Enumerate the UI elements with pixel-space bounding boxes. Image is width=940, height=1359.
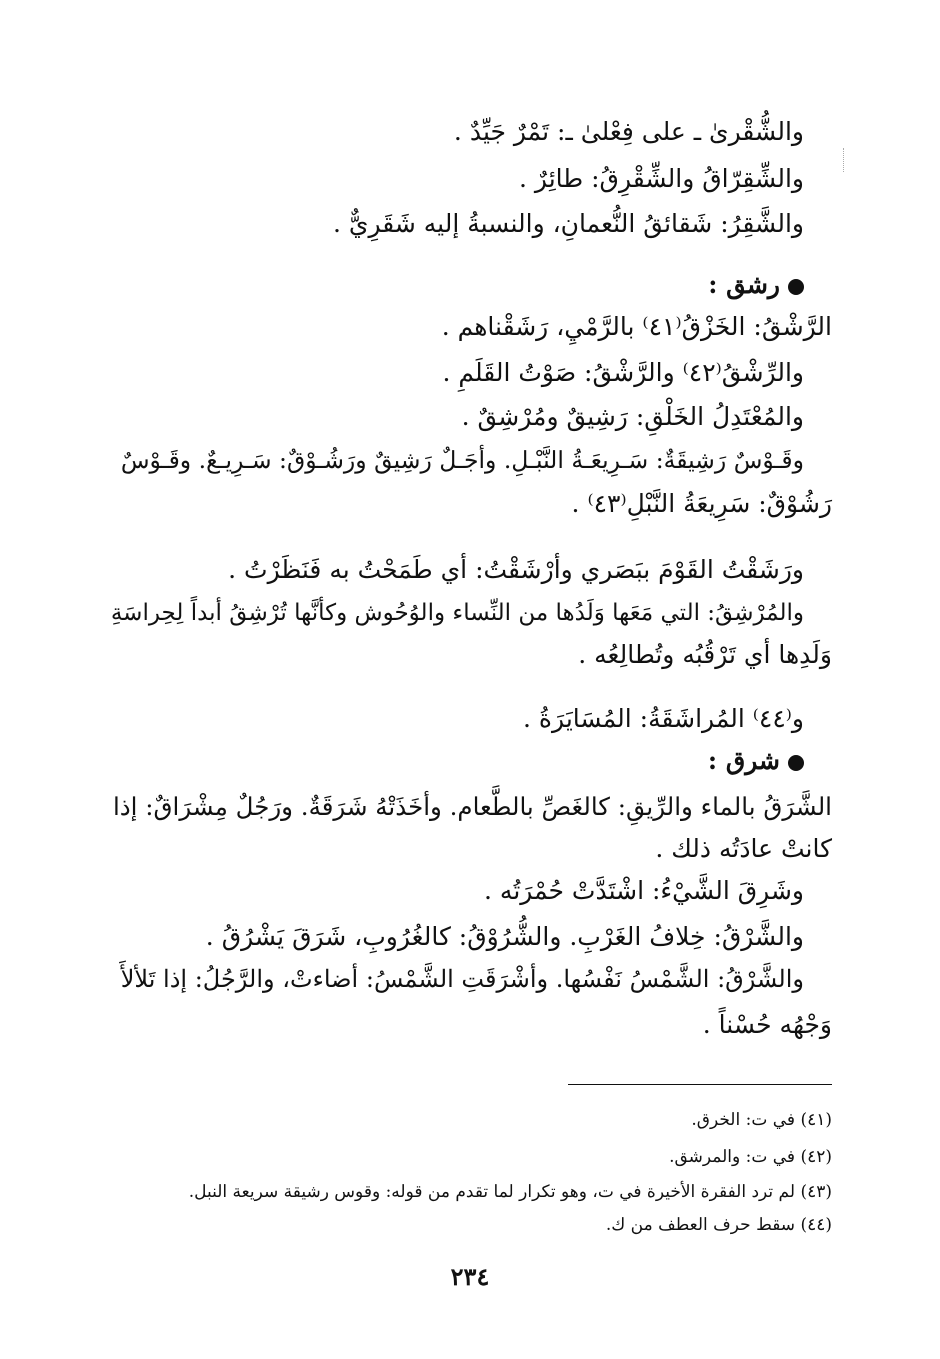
bullet-icon [788, 755, 804, 771]
text-line: وشَرِقَ الشَّيْءُ: اشْتَدَّتْ حُمْرَتُه . [484, 876, 804, 905]
text-line: والشُّقْرىٰ ـ على فِعْلىٰ ـ: تَمْرٌ جَيِّدٌ . [453, 117, 804, 146]
footnote-separator [568, 1084, 832, 1085]
text-line: وَجْهُه حُسْناً . [702, 1010, 832, 1039]
footnote: (٤٢) في ت: والمرشق. [669, 1147, 832, 1167]
main-text [108, 0, 832, 1060]
text-line: والشَّرْقُ: الشَّمْسُ نَفْسُها. وأشْرَقَتِ الشَّمْسُ: أضاءتْ، والرَّجُلُ: إذا تَلألأَ [120, 965, 804, 993]
page-number: ٢٣٤ [450, 1262, 490, 1291]
footnote: (٤١) في ت: الخرق. [691, 1110, 832, 1130]
bullet-icon [788, 279, 804, 295]
footnote: (٤٣) لم ترد الفقرة الأخيرة في ت، وهو تكرار لما تقدم من قوله: وقوس رشيقة سريعة النبل. [188, 1182, 832, 1202]
text-line: الرَّشْقُ: الخَزْقُ⁽٤١⁾ بالرَّمْيِ، رَشَقْناهم . [441, 312, 832, 341]
text-line: والشَّقِرُ: شَقائقُ النُّعمانِ، والنسبةُ إليه شَقَرِيٌّ . [332, 209, 804, 238]
scan-speck [843, 148, 847, 172]
text-line: والرِّشْقُ⁽٤٢⁾ والرَّشْقُ: صَوْتُ القَلَمِ . [442, 358, 804, 387]
text-line: والشَّرْقُ: خِلافُ الغَرْبِ. والشُّرُوْقُ: كالغُرُوبِ، شَرَقَ يَشْرُقُ . [205, 922, 804, 951]
text-line: كانتْ عادَتُه ذلك . [655, 834, 832, 863]
entry-heading-rashq [708, 268, 804, 302]
text-line: والمُعْتَدِلُ الخَلْقِ: رَشِيقٌ ومُرْشِقٌ . [461, 402, 804, 431]
entry-heading-sharq [708, 744, 804, 778]
text-line: وَلَدِها أي تَرْقُبُه وتُطالِعُه . [578, 640, 832, 669]
text-line: وقَـوْسٌ رَشِيقَةٌ: سَـرِيعَـةُ النَّبْـلِ. وأجَـلٌ رَشِيقٌ ورَشُـوْقٌ: سَـرِيـعٌ. وقَـوْسٌ [120, 446, 804, 474]
text-line: ورَشَقْتُ القَوْمَ ببَصَري وأرْشَقْتُ: أي طَمَحْتُ به فَنَظَرْتُ . [228, 555, 804, 584]
text-line: الشَّرَقُ بالماء والرِّيقِ: كالغَصِّ بالطَّعام. وأخَذَتْهُ شَرَقَةٌ. ورَجُلٌ مِشْرَاقٌ: إذا [112, 792, 832, 821]
text-line: رَشُوْقٌ: سَرِيعَةُ النَّبْلِ⁽٤٣⁾ . [571, 489, 832, 518]
text-line: و⁽٤٤⁾ المُراشَقَةُ: المُسَايَرَةُ . [523, 704, 804, 733]
text-line: والمُرْشِقُ: التي مَعَها وَلَدُها من النِّساء والوُحُوش وكأنَّها تُرْشِقُ أبداً لِحِراسَةِ [110, 600, 804, 626]
text-line: والشِّقِرّاقُ والشِّقْرِقُ: طائِرٌ . [519, 164, 804, 193]
entry-heading-label: شرق : [707, 746, 780, 775]
entry-heading-label: رشق : [708, 270, 780, 299]
footnote: (٤٤) سقط حرف العطف من ك. [605, 1215, 832, 1235]
